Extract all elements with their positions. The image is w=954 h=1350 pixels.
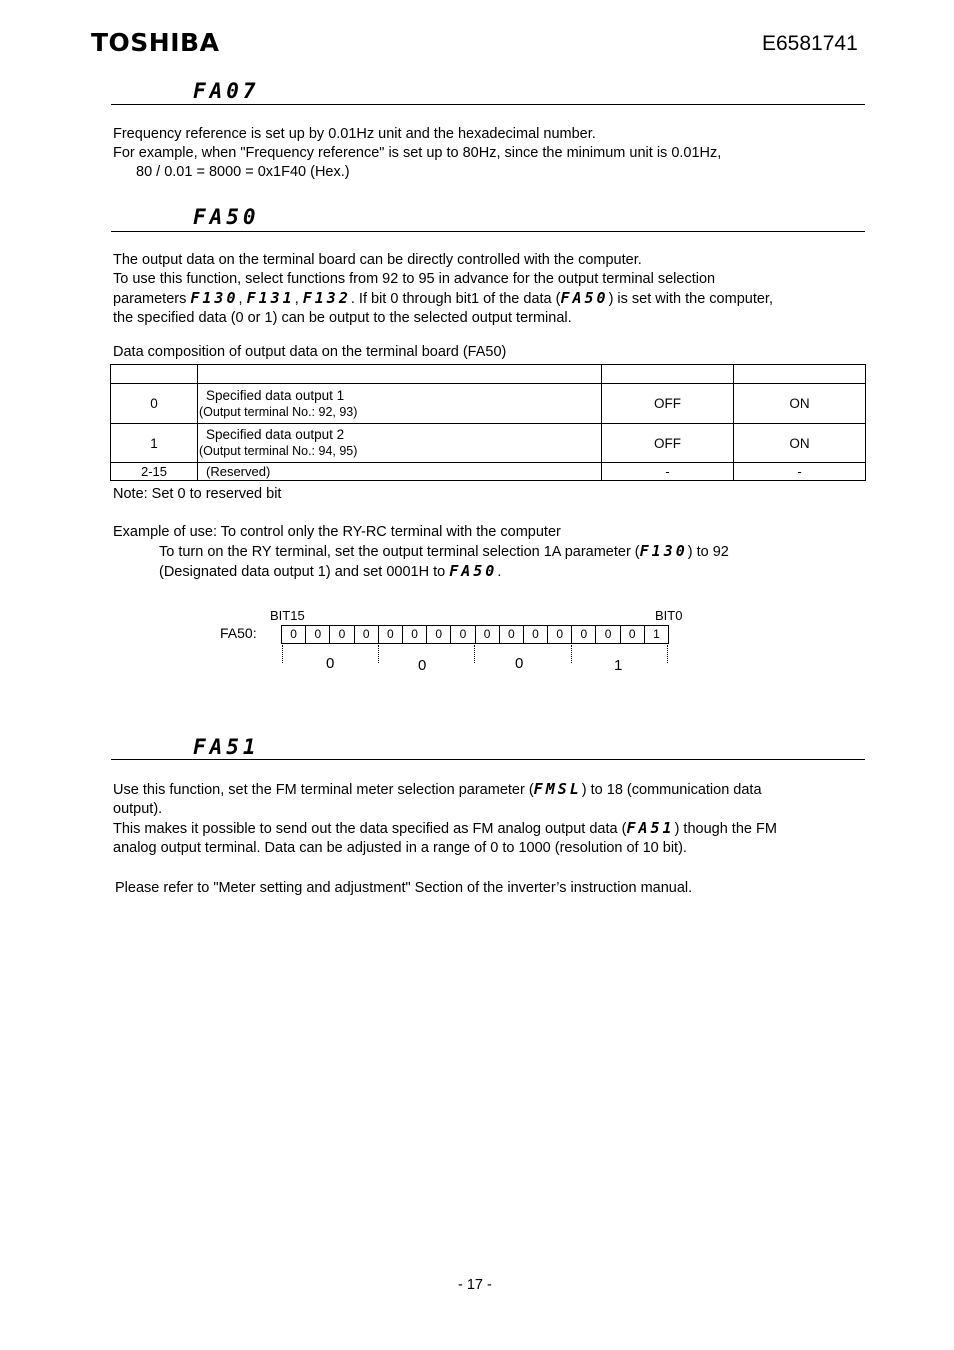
text: ) is set with the computer, [608,291,773,307]
fa07-line-2: For example, when "Frequency reference" is set up to 80Hz, since the minimum unit is 0.01Hz, [113,145,722,161]
nibble-divider [378,645,379,663]
fa50-line-3 [113,289,864,309]
bit-cell: 0 [499,626,523,643]
table-row [111,384,866,424]
nibble-value: 0 [326,655,335,672]
section-divider [111,231,865,232]
function-cell: (Reserved) [198,463,602,481]
table-header-row [111,365,866,384]
param-f132: F132 [302,289,351,307]
value-zero-cell: OFF [602,384,734,424]
table-caption: Data composition of output data on the terminal board (FA50) [113,344,507,360]
param-f130: F130 [190,289,239,307]
fa07-description [113,125,864,182]
header-cell-bit [111,365,198,384]
text: ) to 18 (communication data [581,782,762,798]
text: parameters [113,291,191,307]
function-subtext: (Output terminal No.: 94, 95) [199,444,358,458]
text: ) though the FM [674,821,777,837]
fa50-line-4: the specified data (0 or 1) can be output to the selected output terminal. [113,310,572,326]
fa51-line-4: analog output terminal. Data can be adjusted in a range of 0 to 1000 (resolution of 10 bit). [113,840,687,856]
function-cell [198,424,602,463]
fa50-line-2: To use this function, select functions from 92 to 95 in advance for the output terminal selection [113,271,716,287]
nibble-divider [571,645,572,663]
header-cell-one [734,365,866,384]
nibble-value: 0 [418,657,427,674]
section-divider [111,759,865,760]
bit-register [281,625,669,644]
param-fa50: FA50 [560,289,609,307]
text: . If bit 0 through bit1 of the data ( [350,291,561,307]
fa07-line-1: Frequency reference is set up by 0.01Hz unit and the hexadecimal number. [113,126,596,142]
text: (Designated data output 1) and set 0001H to [159,564,450,580]
text: . [497,564,502,580]
bit0-label: BIT0 [655,608,683,623]
nibble-value: 1 [614,657,623,674]
table-note: Note: Set 0 to reserved bit [113,486,282,502]
bit-cell: 0 [571,626,595,643]
bit-cell: 0 [402,626,426,643]
text: Use this function, set the FM terminal meter selection parameter ( [113,782,534,798]
register-label: FA50: [220,625,257,641]
header-cell-zero [602,365,734,384]
value-zero-cell: - [602,463,734,481]
nibble-divider [667,645,668,663]
bit-cell: 0 [547,626,571,643]
bit-cell: 0 [523,626,547,643]
param-fmsl: FMSL [533,780,582,798]
fa51-line-2: output). [113,801,163,817]
section-title-fa50: FA50 [193,205,260,229]
fa50-line-1: The output data on the terminal board can be directly controlled with the computer. [113,252,642,268]
fa51-description [113,780,864,858]
param-f131: F131 [246,289,295,307]
page-number: - 17 - [458,1277,492,1293]
value-zero-cell: OFF [602,424,734,463]
fa51-line-1 [113,780,864,800]
table-row [111,463,866,481]
section-divider [111,104,865,105]
value-one-cell: ON [734,384,866,424]
bit-cell: 0 [426,626,450,643]
value-one-cell: ON [734,424,866,463]
param-fa51: FA51 [626,819,675,837]
toshiba-logo: TOSHIBA [91,28,220,57]
fa51-line-3 [113,819,864,839]
text: , [238,291,247,307]
example-line-1 [113,542,864,562]
fa50-description [113,251,864,328]
example-block [113,523,864,582]
section-title-fa07: FA07 [193,79,260,103]
bit-cell: 0 [305,626,329,643]
fa07-line-3: 80 / 0.01 = 8000 = 0x1F40 (Hex.) [136,164,350,180]
bit-cell: 1 [644,626,668,643]
table-row [111,424,866,463]
param-f130: F130 [639,542,688,560]
nibble-divider [474,645,475,663]
function-cell [198,384,602,424]
example-title: Example of use: To control only the RY-RC terminal with the computer [113,524,561,540]
bit-cell: 2-15 [111,463,198,481]
bit-cell: 1 [111,424,198,463]
header-cell-function [198,365,602,384]
param-fa50: FA50 [449,562,498,580]
nibble-divider [282,645,283,663]
document-number: E6581741 [762,32,858,55]
text: This makes it possible to send out the data specified as FM analog output data ( [113,821,627,837]
function-name: Specified data output 2 [206,427,345,442]
bit15-label: BIT15 [270,608,305,623]
nibble-value: 0 [515,655,524,672]
function-subtext: (Output terminal No.: 92, 93) [199,404,358,419]
value-one-cell: - [734,463,866,481]
bit-cell: 0 [111,384,198,424]
bit-cell: 0 [450,626,474,643]
section-title-fa51: FA51 [193,735,260,759]
bit-cell: 0 [354,626,378,643]
manual-reference: Please refer to "Meter setting and adjustment" Section of the inverter’s instruction manual. [115,880,693,896]
bit-cell: 0 [475,626,499,643]
text: To turn on the RY terminal, set the output terminal selection 1A parameter ( [159,544,640,560]
bit-cell: 0 [329,626,353,643]
example-line-2 [113,562,864,582]
fa50-data-table [110,364,866,481]
bit-cell: 0 [620,626,644,643]
text: , [294,291,303,307]
bit-cell: 0 [290,627,297,641]
bit-cell: 0 [595,626,619,643]
bit-cell: 0 [378,626,402,643]
function-name: Specified data output 1 [206,387,345,403]
text: ) to 92 [687,544,729,560]
